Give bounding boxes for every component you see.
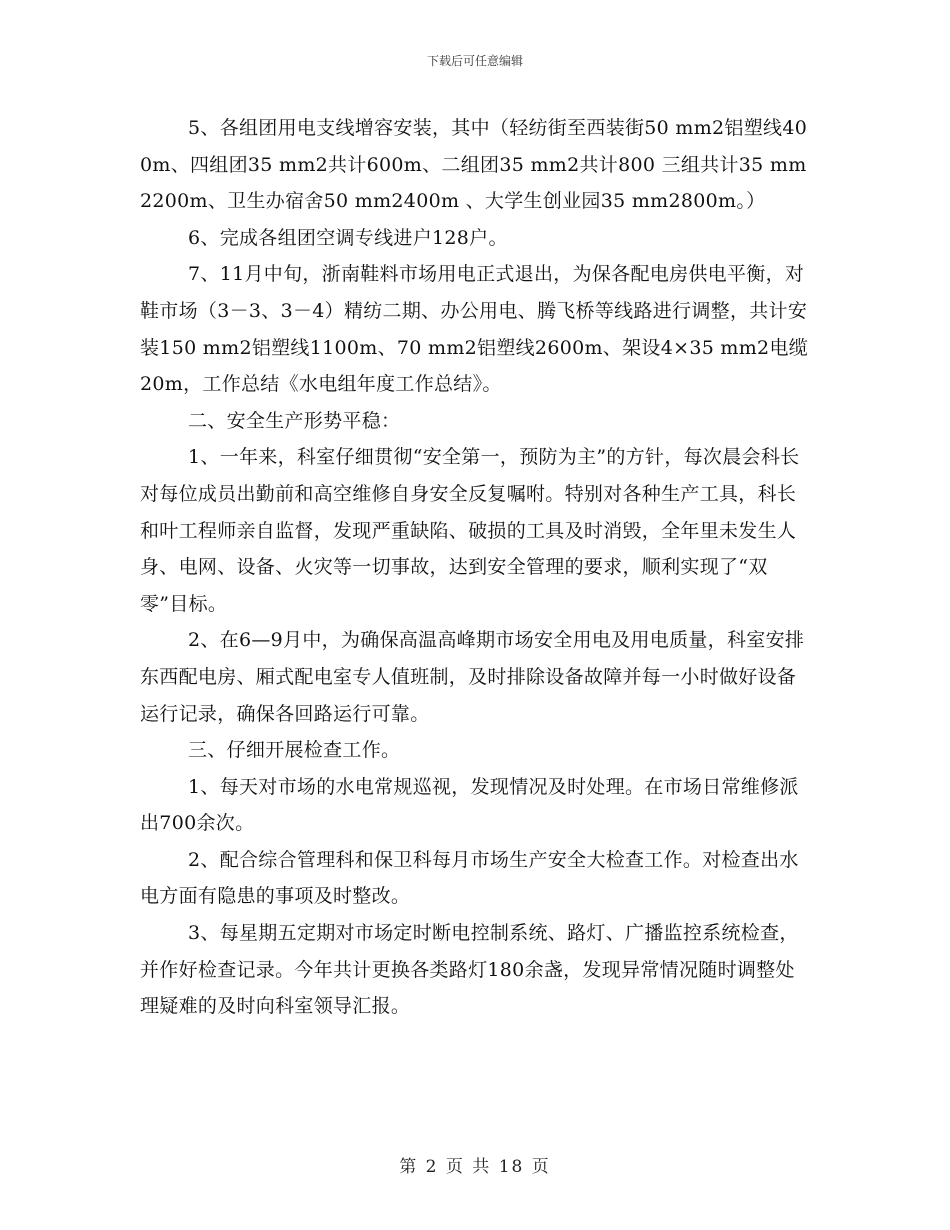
paragraph-safety-2: 2、在6—9月中，为确保高温高峰期市场安全用电及用电质量，科室安排东西配电房、厢式配电室专人值班制，及时排除设备故障并每一小时做好设备运行记录，确保各回路运行可靠。 <box>140 629 805 725</box>
section-heading-inspection: 三、仔细开展检查工作。 <box>188 739 401 762</box>
paragraph-item-5-expansion: 5、各组团用电支线增容安装，其中（轻纺街至西装街50 mm2铝塑线400m、四组团35 mm2共计600m、二组团35 mm2共计800 三组共计35 mm2200m、卫生办宿舍50 mm2400m 、大学生创业园35 mm2800m。） <box>140 117 808 213</box>
paragraph-item-7-adjustment: 7、11月中旬，浙南鞋料市场用电正式退出，为保各配电房供电平衡，对鞋市场（3－3、3－4）精纺二期、办公用电、腾飞桥等线路进行调整，共计安装150 mm2铝塑线1100m、70 mm2铝塑线2600m、架设4×35 mm2电缆20m，工作总结《水电组年度工作总结》。 <box>140 263 809 396</box>
paragraph-item-6-aircon: 6、完成各组团空调专线进户128户。 <box>188 226 508 249</box>
page-number-footer: 第 2 页 共 18 页 <box>399 1157 551 1177</box>
document-body <box>140 110 810 1025</box>
paragraph-inspection-3: 3、每星期五定期对市场定时断电控制系统、路灯、广播监控系统检查，并作好检查记录。今年共计更换各类路灯180余盏，发现异常情况随时调整处理疑难的及时向科室领导汇报。 <box>140 922 799 1018</box>
paragraph-inspection-2: 2、配合综合管理科和保卫科每月市场生产安全大检查工作。对检查出水电方面有隐患的事项及时整改。 <box>140 848 799 908</box>
paragraph-inspection-1: 1、每天对市场的水电常规巡视，发现情况及时处理。在市场日常维修派出700余次。 <box>140 775 799 835</box>
page-header-note: 下载后可任意编辑 <box>426 54 523 68</box>
section-heading-safety: 二、安全生产形势平稳： <box>188 409 401 432</box>
paragraph-safety-1: 1、一年来，科室仔细贯彻“安全第一，预防为主”的方针，每次晨会科长对每位成员出勤前和高空维修自身安全反复嘱咐。特别对各种生产工具，科长和叶工程师亲自监督，发现严重缺陷、破损的工具及时消毁，全年里未发生人身、电网、设备、火灾等一切事故，达到安全管理的要求，顺利实现了“双零”目标。 <box>140 446 800 615</box>
